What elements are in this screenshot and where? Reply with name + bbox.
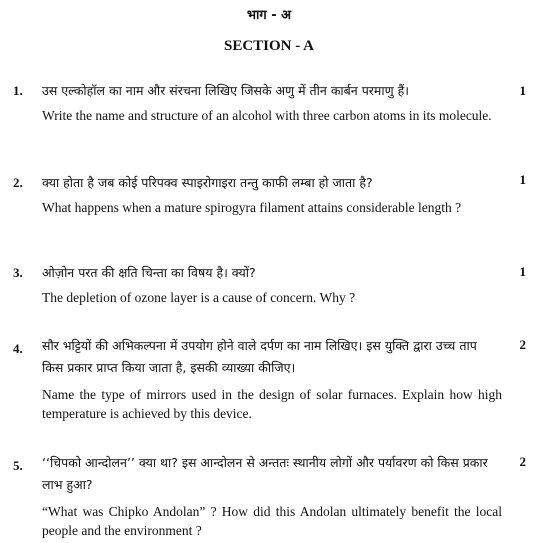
question-text-hindi: क्या होता है जब कोई परिपक्व स्पाइरोगाइरा तन्तु काफी लम्बा हो जाता है? xyxy=(42,175,373,190)
question-number: 3. xyxy=(13,265,23,280)
question-text-hindi: ओज़ोन परत की क्षति चिन्ता का विषय है। क्यों? xyxy=(42,265,256,280)
question-text-hindi: ‘‘चिपको आन्दोलन’’ क्या था? इस आन्दोलन से अन्ततः स्थानीय लोगों और पर्यावरण को किस प्रकार लाभ हुआ? xyxy=(42,455,488,492)
question-text-hindi: सौर भट्टियों की अभिकल्पना में उपयोग होने वाले दर्पण का नाम लिखिए। इस युक्ति द्वारा उच्च ताप किस प्रकार प्राप्त किया जाता है, इसकी व्याख्या कीजिए। xyxy=(42,338,477,375)
question-marks: 2 xyxy=(519,337,526,352)
question-marks: 1 xyxy=(519,264,526,279)
question-number: 2. xyxy=(13,175,23,190)
question-marks: 1 xyxy=(519,83,526,98)
question-number: 1. xyxy=(13,83,23,98)
question-text-english: “What was Chipko Andolan” ? How did this Andolan ultimately benefit the local people and the environment ? xyxy=(42,504,502,538)
section-heading-hindi: भाग - अ xyxy=(246,8,292,23)
question-number: 4. xyxy=(13,341,23,356)
question-text-english: Write the name and structure of an alcohol with three carbon atoms in its molecule. xyxy=(42,108,492,123)
question-text-english: Name the type of mirrors used in the design of solar furnaces. Explain how high temperature is achieved by this device. xyxy=(42,387,502,421)
question-text-english: What happens when a mature spirogyra filament attains considerable length ? xyxy=(42,200,462,215)
question-marks: 1 xyxy=(519,172,526,187)
question-marks: 2 xyxy=(519,454,526,469)
section-heading: SECTION - A xyxy=(223,38,315,54)
question-text-hindi: उस एल्कोहॉल का नाम और संरचना लिखिए जिसके अणु में तीन कार्बन परमाणु हैं। xyxy=(42,83,410,98)
question-text-english: The depletion of ozone layer is a cause of concern. Why ? xyxy=(42,290,356,305)
question-number: 5. xyxy=(13,458,23,473)
